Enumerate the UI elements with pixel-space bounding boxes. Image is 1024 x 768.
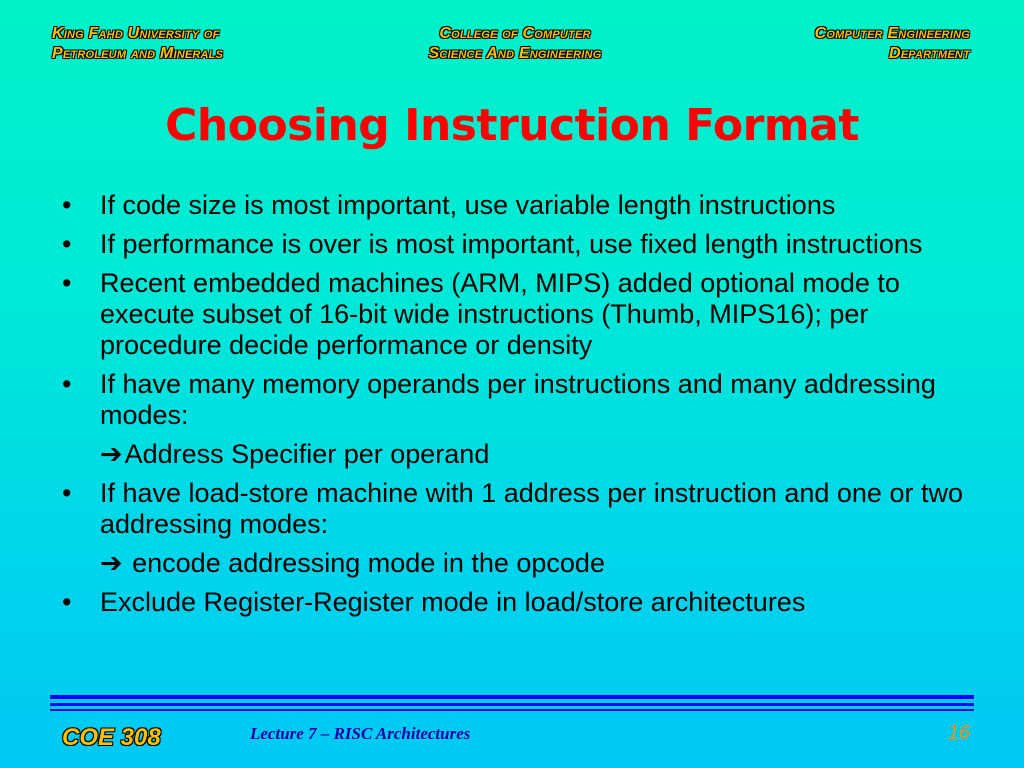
footer-divider-middle — [50, 703, 974, 706]
footer-divider-thin — [50, 709, 974, 711]
slide-content — [62, 190, 982, 626]
bullet-dot-icon: • — [62, 369, 72, 399]
header-university-line2: Petroleum and Minerals — [52, 45, 224, 62]
sub-item — [62, 439, 982, 470]
header-college-line2: Science And Engineering — [428, 45, 602, 62]
bullet-item — [62, 190, 982, 221]
arrow-right-icon: ➔ — [100, 548, 123, 578]
bullet-item — [62, 587, 982, 618]
bullet-dot-icon: • — [62, 190, 72, 220]
sub-item — [62, 548, 982, 579]
bullet-dot-icon: • — [62, 478, 72, 508]
bullet-dot-icon: • — [62, 268, 72, 298]
bullet-text: If have load-store machine with 1 address per instruction and one or two addressing modes: — [100, 478, 963, 539]
header-university — [52, 24, 223, 64]
bullet-item — [62, 268, 982, 361]
footer-divider-thick — [50, 695, 974, 699]
sub-item-text: Address Specifier per operand — [124, 439, 490, 469]
bullet-item — [62, 478, 982, 540]
page-number: 16 — [947, 722, 970, 744]
header-college-line1: College of Computer — [439, 25, 591, 42]
bullet-text: If have many memory operands per instructions and many addressing modes: — [100, 369, 936, 430]
header-college — [330, 24, 700, 64]
bullet-dot-icon: • — [62, 587, 72, 617]
footer-course-code: COE 308 — [62, 724, 161, 751]
bullet-text: Exclude Register-Register mode in load/store architectures — [100, 587, 806, 617]
arrow-right-icon: ➔ — [100, 439, 123, 469]
bullet-item — [62, 229, 982, 260]
bullet-text: If performance is over is most important, use fixed length instructions — [100, 229, 923, 259]
slide-title: Choosing Instruction Format — [165, 100, 859, 151]
header-department-line1: Computer Engineering — [814, 25, 970, 42]
bullet-item — [62, 369, 982, 431]
bullet-dot-icon: • — [62, 229, 72, 259]
sub-item-text: encode addressing mode in the opcode — [124, 548, 605, 578]
header-university-line1: King Fahd University of — [52, 25, 220, 42]
header-department — [815, 24, 970, 64]
bullet-text: Recent embedded machines (ARM, MIPS) added optional mode to execute subset of 16-bit wide instructions (Thumb, MIPS16); per procedure decide performance or density — [100, 268, 900, 360]
bullet-text: If code size is most important, use variable length instructions — [100, 190, 836, 220]
footer-lecture-title: Lecture 7 – RISC Architectures — [250, 724, 471, 743]
header-department-line2: Department — [889, 45, 970, 62]
